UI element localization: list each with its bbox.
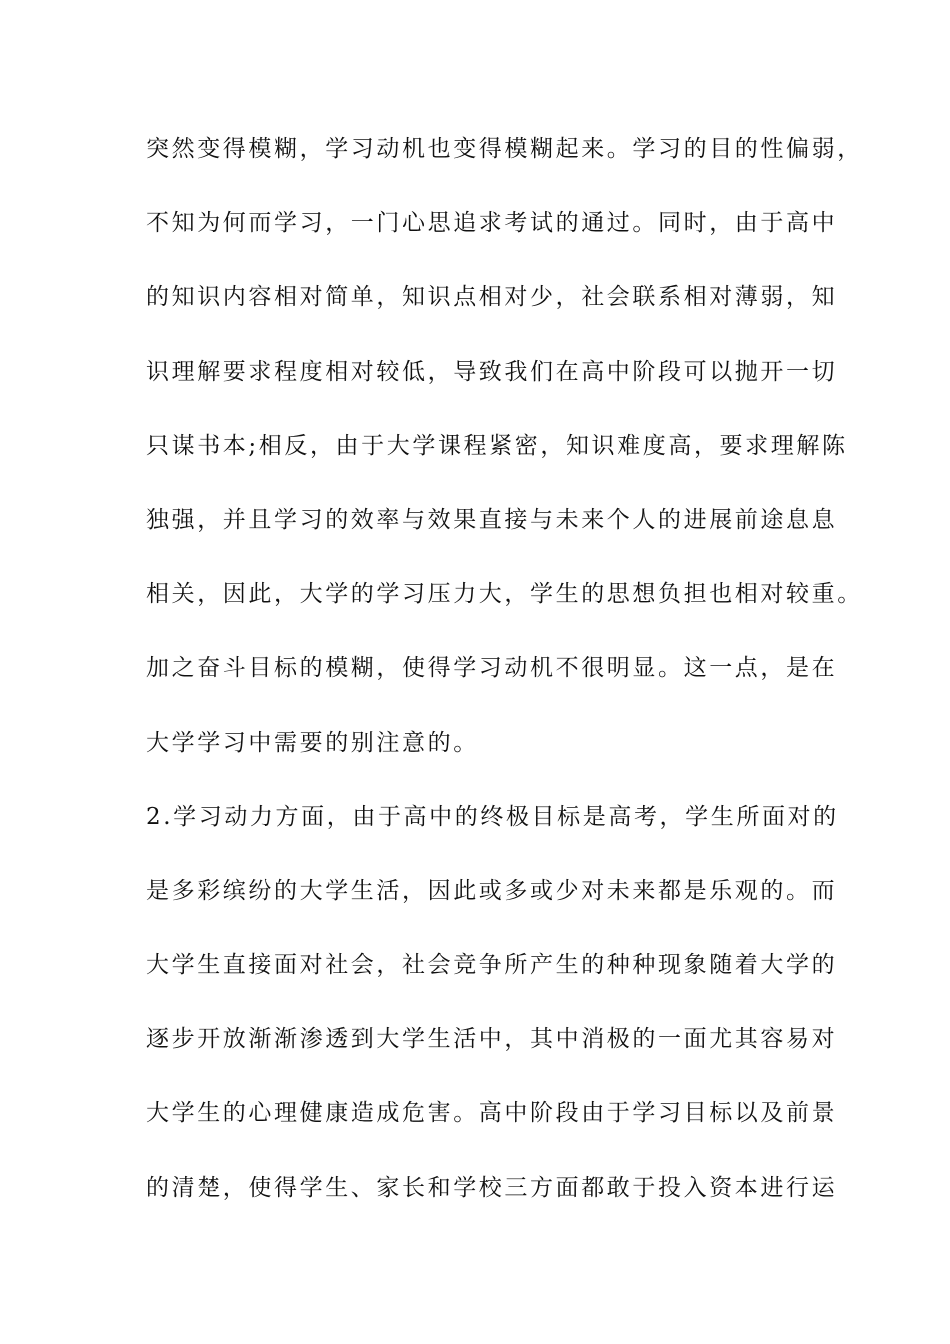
text-line: 2.学习动力方面，由于高中的终极目标是高考，学生所面对的 [146,803,839,830]
text-line: 逐步开放渐渐渗透到大学生活中，其中消极的一面尤其容易对 [146,1026,838,1053]
text-line: 加之奋斗目标的模糊，使得学习动机不很明显。这一点，是在 [146,655,838,682]
text-line: 识理解要求程度相对较低，导致我们在高中阶段可以抛开一切 [146,358,838,385]
text-line: 大学生的心理健康造成危害。高中阶段由于学习目标以及前景 [146,1100,838,1127]
text-line: 只谋书本;相反，由于大学课程紧密，知识难度高，要求理解陈 [146,432,848,459]
text-line: 是多彩缤纷的大学生活，因此或多或少对未来都是乐观的。而 [146,877,838,904]
text-line: 不知为何而学习，一门心思追求考试的通过。同时，由于高中 [146,210,838,237]
text-line: 相关，因此，大学的学习压力大，学生的思想负担也相对较重。 [146,581,863,608]
body-text [146,133,863,1246]
text-line: 的知识内容相对简单，知识点相对少，社会联系相对薄弱，知 [146,284,838,311]
text-line: 大学学习中需要的别注意的。 [146,729,479,756]
text-line: 的清楚，使得学生、家长和学校三方面都敢于投入资本进行运 [146,1174,838,1201]
text-line: 大学生直接面对社会，社会竞争所产生的种种现象随着大学的 [146,952,838,979]
text-line: 突然变得模糊，学习动机也变得模糊起来。学习的目的性偏弱， [146,136,863,162]
text-line: 独强，并且学习的效率与效果直接与未来个人的进展前途息息 [146,506,838,533]
